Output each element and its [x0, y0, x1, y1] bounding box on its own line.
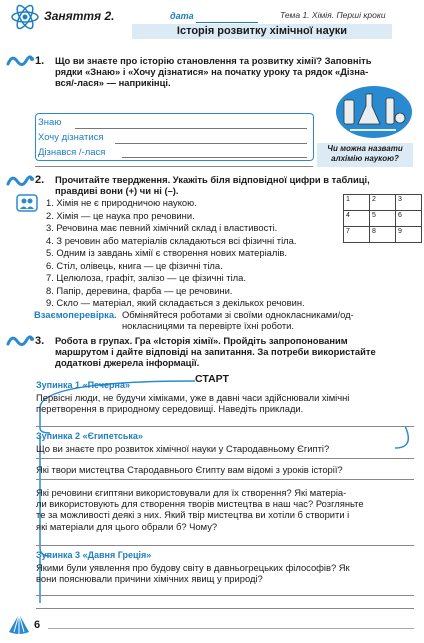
kwl-learned-line[interactable]: [122, 157, 307, 158]
atom-logo-icon: [10, 4, 40, 30]
task3-number: 3.: [35, 335, 45, 347]
grid-cell-3[interactable]: 3: [396, 195, 422, 211]
question-callout: Чи можна назвати алхімію наукою?: [317, 143, 413, 167]
grid-cell-4[interactable]: 4: [344, 211, 370, 227]
kwl-know-line[interactable]: [75, 128, 307, 129]
statement-2: 2. Хімія — це наука про речовини.: [46, 210, 195, 221]
task2-number: 2.: [35, 174, 45, 186]
start-label: СТАРТ: [195, 373, 229, 385]
stop3-question: Якими були уявлення про будову світу в давньогрецьких філософів? Як вони пояснювали причини хімічних явищ у природі?: [36, 562, 350, 585]
shell-icon: [6, 612, 32, 636]
date-field[interactable]: [196, 22, 258, 23]
task1-number: 1.: [35, 55, 45, 67]
lesson-label: Заняття 2.: [44, 9, 115, 23]
stop2-question1: Що ви знаєте про розвиток хімічної науки у Стародавньому Єгипті?: [36, 443, 330, 454]
kwl-want-label: Хочу дізнатися: [38, 132, 104, 143]
task1-text: Що ви знаєте про історію становлення та розвитку хімії? Заповніть рядки «Знаю» і «Хочу дізнатися» на початку уроку та рядок «Дізна- вся/-лася» — наприкінці.: [55, 55, 372, 89]
grid-cell-1[interactable]: 1: [344, 195, 370, 211]
stop2-answer-line-1[interactable]: [36, 458, 414, 459]
statement-6: 6. Стіл, олівець, книга — це фізичні тіла.: [46, 260, 223, 271]
stop2-question2: Які твори мистецтва Стародавнього Єгипту вам відомі з уроків історії?: [36, 464, 343, 475]
topic-header: Тема 1. Хімія. Перші кроки: [280, 10, 386, 20]
statement-5: 5. Одним із завдань хімії є створення нових матеріалів.: [46, 247, 288, 258]
grid-cell-2[interactable]: 2: [370, 195, 396, 211]
statement-1: 1. Хімія не є природничою наукою.: [46, 197, 197, 208]
statement-7: 7. Целюлоза, графіт, залізо — це фізичні тіла.: [46, 272, 246, 283]
stop2-question3: Які речовини єгиптяни використовували для їх створення? Які матеріа- ли використовують для створення творів мистецтва в наш час? Розгляньте те за можливості деякі з них. Який твір мистецтва ви хотіли б створити і які матеріали для цього обрали б? Чому?: [36, 487, 364, 532]
peer-review-label: Взаємоперевірка.: [34, 309, 117, 320]
date-label: дата: [170, 11, 194, 21]
page-number: 6: [34, 619, 41, 631]
stop2-answer-line-2[interactable]: [36, 479, 414, 480]
snake-bullet-icon: [6, 332, 34, 350]
snake-bullet-icon: [6, 172, 34, 190]
kwl-learned-label: Дізнався /-лася: [38, 147, 106, 158]
grid-cell-6[interactable]: 6: [396, 211, 422, 227]
task3-text: Робота в групах. Гра «Історія хімії». Пройдіть запропонованим маршрутом і дайте відповіді на запитання. За потреби використайте додаткові джерела інформації.: [55, 335, 376, 369]
stop3-answer-line-1[interactable]: [36, 595, 414, 596]
stop1-question: Первісні люди, не будучи хіміками, уже в давні часи здійснювали хімічні перетворення в природному середовищі. Наведіть приклади.: [36, 392, 350, 415]
stop2-title: Зупинка 2 «Єгипетська»: [36, 431, 143, 441]
footer-divider: [48, 628, 414, 629]
statement-9: 9. Скло — матеріал, який складається з декількох речовин.: [46, 297, 305, 308]
kwl-want-line[interactable]: [115, 143, 307, 144]
statement-4: 4. З речовин або матеріалів складаються всі фізичні тіла.: [46, 235, 297, 246]
statement-8: 8. Папір, деревина, фарба — це речовини.: [46, 285, 233, 296]
stop3-title: Зупинка 3 «Давня Греція»: [36, 550, 152, 560]
stop1-title: Зупинка 1 «Печерна»: [36, 380, 130, 390]
kwl-know-label: Знаю: [38, 117, 62, 128]
peer-review-text: Обміняйтеся роботами зі своїми однокласниками/од- нокласницями та перевірте їхні роботи.: [122, 309, 354, 332]
stop2-answer-line-3[interactable]: [36, 545, 414, 546]
pair-work-icon: [16, 194, 38, 212]
grid-cell-7[interactable]: 7: [344, 227, 370, 243]
answer-line[interactable]: [35, 166, 313, 167]
snake-bullet-icon: [6, 52, 34, 70]
grid-cell-5[interactable]: 5: [370, 211, 396, 227]
stop3-answer-line-2[interactable]: [36, 608, 414, 609]
answer-grid: [343, 194, 422, 243]
lab-equipment-illustration: [330, 80, 414, 140]
grid-cell-8[interactable]: 8: [370, 227, 396, 243]
grid-cell-9[interactable]: 9: [396, 227, 422, 243]
statement-3: 3. Речовина має певний хімічний склад і властивості.: [46, 222, 278, 233]
stop1-answer-line[interactable]: [36, 426, 414, 427]
page-title: Історія розвитку хімічної науки: [176, 25, 348, 37]
task2-intro: Прочитайте твердження. Укажіть біля відповідної цифри в таблиці, правдиві вони (+) чи ні (–).: [55, 174, 370, 197]
